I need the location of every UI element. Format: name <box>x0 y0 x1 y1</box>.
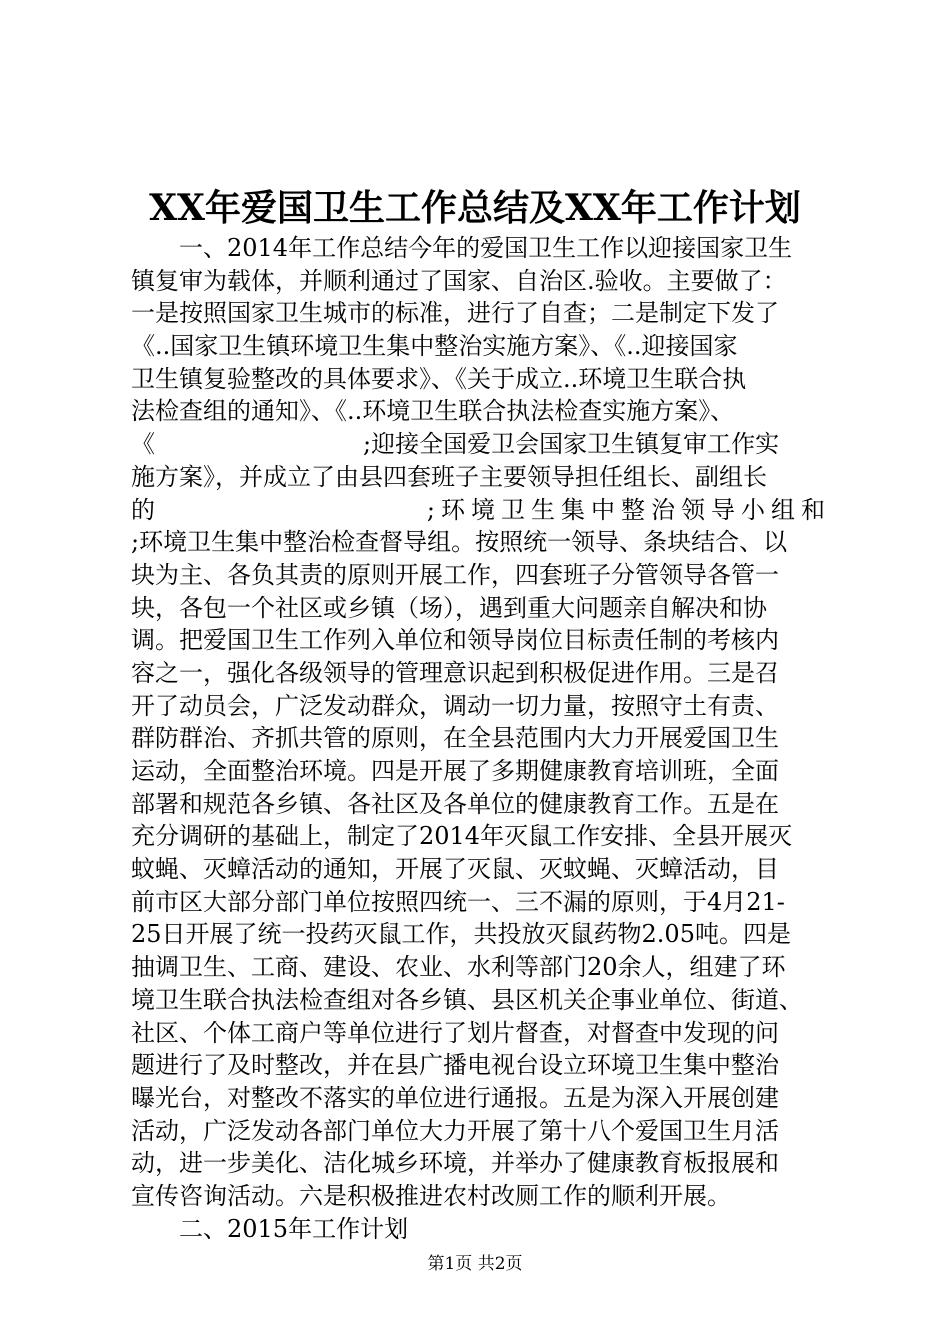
body-line: 部署和规范各乡镇、各社区及各单位的健康教育工作。五是在 <box>131 789 779 818</box>
body-line: 群防群治、齐抓共管的原则，在全县范围内大力开展爱国卫生 <box>131 724 779 753</box>
body-line: 宣传咨询活动。六是积极推进农村改厕工作的顺利开展。 <box>131 1181 731 1210</box>
body-line: 社区、个体工商户等单位进行了划片督查，对督查中发现的问 <box>131 1018 779 1047</box>
body-line: 25日开展了统一投药灭鼠工作，共投放灭鼠药物2.05吨。四是 <box>131 920 791 949</box>
body-line: 法检查组的通知》、《..环境卫生联合执法检查实施方案》、 <box>131 397 735 426</box>
body-line: 充分调研的基础上，制定了2014年灭鼠工作安排、全县开展灭 <box>131 822 793 851</box>
body-line: 《..国家卫生镇环境卫生集中整治实施方案》、《..迎接国家 <box>131 332 738 361</box>
body-line: ;环境卫生集中整治检查督导组。按照统一领导、条块结合、以 <box>131 528 788 557</box>
body-line: 抽调卫生、工商、建设、农业、水利等部门20余人，组建了环 <box>131 953 786 982</box>
body-line-part: ;迎接全国爱卫会国家卫生镇复审工作实 <box>363 430 780 459</box>
body-line: 题进行了及时整改，并在县广播电视台设立环境卫生集中整治 <box>131 1051 779 1080</box>
body-line: 一、2014年工作总结今年的爱国卫生工作以迎接国家卫生 <box>179 234 793 262</box>
body-line: 曝光台，对整改不落实的单位进行通报。五是为深入开展创建 <box>131 1083 779 1112</box>
body-line: 镇复审为载体，并顺利通过了国家、自治区.验收。主要做了： <box>131 266 787 295</box>
body-line: 块为主、各负其责的原则开展工作，四套班子分管领导各管一 <box>131 560 779 589</box>
body-line-part: 《 <box>131 430 155 459</box>
body-line: 卫生镇复验整改的具体要求》、《关于成立..环境卫生联合执 <box>131 364 747 393</box>
body-line: 前市区大部分部门单位按照四统一、三不漏的原则，于4月21- <box>131 887 785 916</box>
body-line: 块，各包一个社区或乡镇（场），遇到重大问题亲自解决和协 <box>131 593 767 622</box>
body-line: 一是按照国家卫生城市的标准，进行了自查；二是制定下发了 <box>131 299 779 328</box>
body-line: 活动，广泛发动各部门单位大力开展了第十八个爱国卫生月活 <box>131 1116 779 1145</box>
body-line: 调。把爱国卫生工作列入单位和领导岗位目标责任制的考核内 <box>131 626 779 655</box>
page-footer: 第1页 共2页 <box>427 1254 523 1274</box>
body-line <box>131 428 831 461</box>
document-title: XX年爱国卫生工作总结及XX年工作计划 <box>149 187 801 229</box>
document-body <box>131 232 831 1245</box>
body-line: 容之一，强化各级领导的管理意识起到积极促进作用。三是召 <box>131 658 779 687</box>
body-line: 运动，全面整治环境。四是开展了多期健康教育培训班，全面 <box>131 757 779 785</box>
body-line: 施方案》，并成立了由县四套班子主要领导担任组长、副组长 <box>131 462 767 491</box>
section-heading: 二、2015年工作计划 <box>179 1214 409 1243</box>
body-line: 动，进一步美化、洁化城乡环境，并举办了健康教育板报展和 <box>131 1149 779 1178</box>
body-line: 境卫生联合执法检查组对各乡镇、县区机关企事业单位、街道、 <box>131 985 803 1014</box>
body-line: 开了动员会，广泛发动群众，调动一切力量，按照守土有责、 <box>131 691 779 720</box>
body-line-part: ;环境卫生集中整治领导小组和 <box>426 495 831 524</box>
body-line <box>131 494 831 527</box>
body-line: 蚊蝇、灭蟑活动的通知，开展了灭鼠、灭蚊蝇、灭蟑活动，目 <box>131 855 779 884</box>
body-line-part: 的 <box>131 495 155 524</box>
